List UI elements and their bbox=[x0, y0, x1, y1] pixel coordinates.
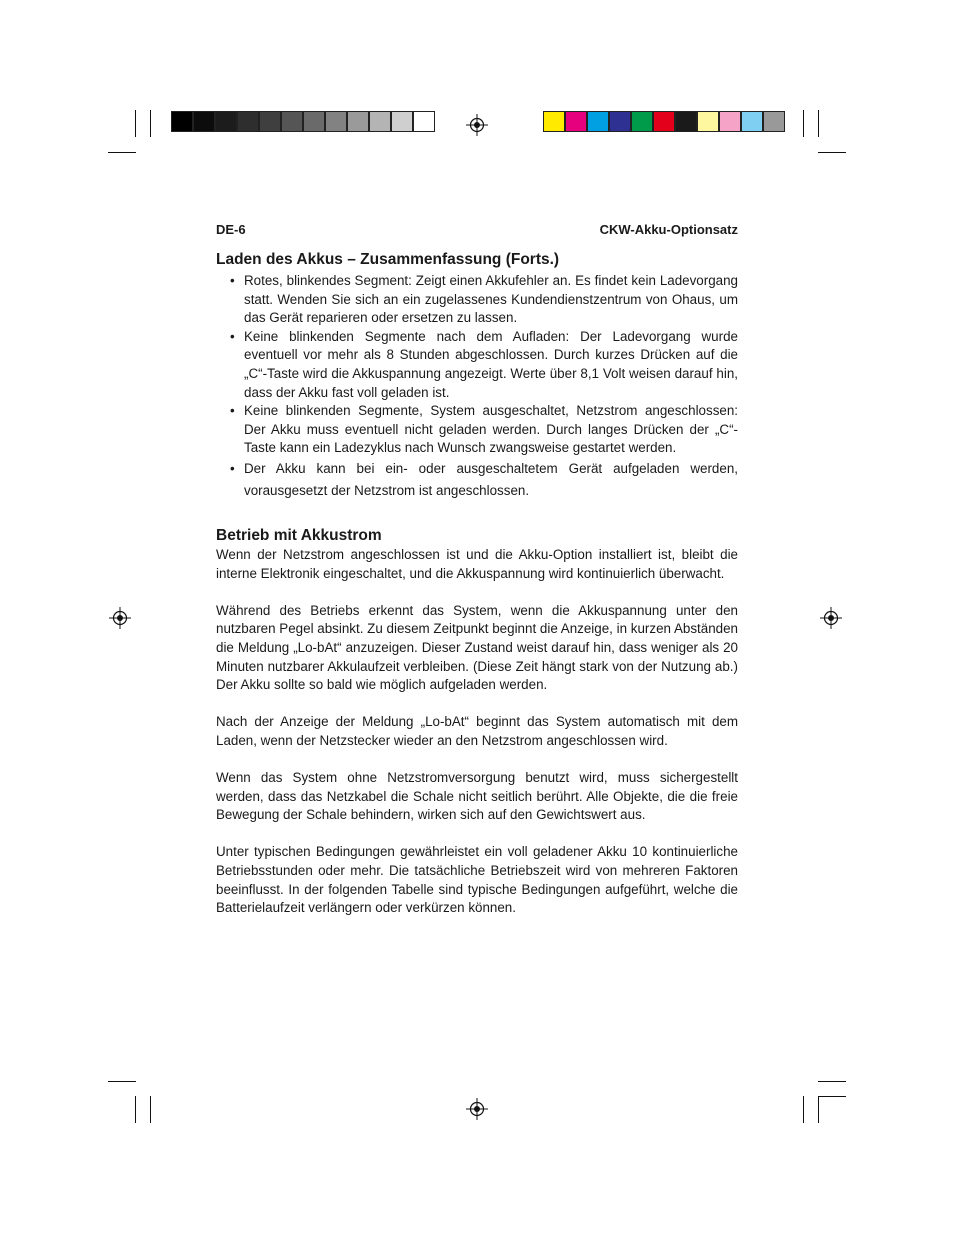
color-swatch bbox=[237, 111, 259, 132]
color-swatch bbox=[653, 111, 675, 132]
color-swatch bbox=[259, 111, 281, 132]
color-swatch bbox=[171, 111, 193, 132]
color-swatch bbox=[543, 111, 565, 132]
color-swatch bbox=[347, 111, 369, 132]
list-item: • Rotes, blinkendes Segment: Zeigt einen Akkufehler an. Es findet kein Ladevorgang statt. Wenden Sie sich an ein zugelassenes Kundendienstzentrum von Ohaus, um das Gerät reparieren oder ersetzen zu lassen. bbox=[244, 272, 738, 328]
registration-mark-icon bbox=[466, 1098, 488, 1120]
paragraph: Wenn der Netzstrom angeschlossen ist und die Akku-Option installiert ist, bleibt die interne Elektronik eingeschaltet, und die Akkuspannung wird kontinuierlich überwacht. bbox=[216, 546, 738, 581]
registration-mark-icon bbox=[820, 607, 842, 629]
color-swatch bbox=[193, 111, 215, 132]
color-swatch bbox=[763, 111, 785, 132]
section-heading-charging-summary: Laden des Akkus – Zusammenfassung (Forts.) bbox=[216, 251, 560, 268]
color-swatch bbox=[303, 111, 325, 132]
registration-mark-icon bbox=[109, 607, 131, 629]
color-swatch bbox=[719, 111, 741, 132]
color-swatch bbox=[631, 111, 653, 132]
color-swatch bbox=[697, 111, 719, 132]
paragraph: Wenn das System ohne Netzstromversorgung benutzt wird, muss sichergestellt werden, dass das Netzkabel die Schale nicht seitlich berührt. Alle Objekte, die die freie Bewegung der Schale behindern, wirken sich auf den Gewichtswert aus. bbox=[216, 770, 738, 823]
color-swatch bbox=[565, 111, 587, 132]
color-swatch bbox=[609, 111, 631, 132]
color-swatch bbox=[413, 111, 435, 132]
running-header-title: CKW-Akku-Optionsatz bbox=[599, 222, 738, 237]
color-swatch bbox=[215, 111, 237, 132]
color-swatch bbox=[369, 111, 391, 132]
paragraph: Während des Betriebs erkennt das System, wenn die Akkuspannung unter den nutzbaren Pegel absinkt. Zu diesem Zeitpunkt beginnt die Anzeige, in kurzen Abständen die Meldung „Lo-bAt“ anzuzeigen. Dieser Zustand weist darauf hin, dass weniger als 20 Minuten nutzbarer Akkulaufzeit verbleiben. (Diese Zeit hängt stark von der Nutzung ab.) Der Akku sollte so bald wie möglich aufgeladen werden. bbox=[216, 602, 738, 693]
color-swatch bbox=[675, 111, 697, 132]
paragraph: Nach der Anzeige der Meldung „Lo-bAt“ beginnt das System automatisch mit dem Laden, wenn der Netzstecker wieder an den Netzstrom angeschlossen wird. bbox=[216, 714, 738, 748]
registration-mark-icon bbox=[466, 114, 488, 136]
list-item: • Der Akku kann bei ein- oder ausgeschaltetem Gerät aufgeladen werden, vorausgesetzt der Netzstrom ist angeschlossen. bbox=[244, 458, 738, 502]
color-swatch bbox=[325, 111, 347, 132]
page-number: DE-6 bbox=[216, 222, 246, 237]
color-swatch bbox=[281, 111, 303, 132]
page-body bbox=[216, 250, 738, 918]
list-item: • Keine blinkenden Segmente nach dem Aufladen: Der Ladevorgang wurde eventuell vor mehr als 8 Stunden abgeschlossen. Durch kurzes Drücken auf die „C“-Taste wird die Akkuspannung angezeigt. Werte über 8,1 Volt weisen darauf hin, dass der Akku fast voll geladen ist. bbox=[244, 328, 738, 402]
color-swatch bbox=[741, 111, 763, 132]
list-item: • Keine blinkenden Segmente, System ausgeschaltet, Netzstrom angeschlossen: Der Akku muss eventuell nicht geladen werden. Durch langes Drücken der „C“-Taste kann ein Ladezyklus nach Wunsch zwangsweise gestartet werden. bbox=[244, 402, 738, 458]
section-heading-battery-operation: Betrieb mit Akkustrom bbox=[216, 526, 382, 544]
paragraph: Unter typischen Bedingungen gewährleistet ein voll geladener Akku 10 kontinuierliche Betriebsstunden oder mehr. Die tatsächliche Betriebszeit wird von mehreren Faktoren beeinflusst. In der folgenden Tabelle sind typische Bedingungen aufgeführt, welche die Batterielaufzeit verlängern oder verkürzen können. bbox=[216, 844, 738, 916]
charging-status-list bbox=[216, 272, 738, 502]
color-swatch bbox=[587, 111, 609, 132]
color-swatch bbox=[391, 111, 413, 132]
